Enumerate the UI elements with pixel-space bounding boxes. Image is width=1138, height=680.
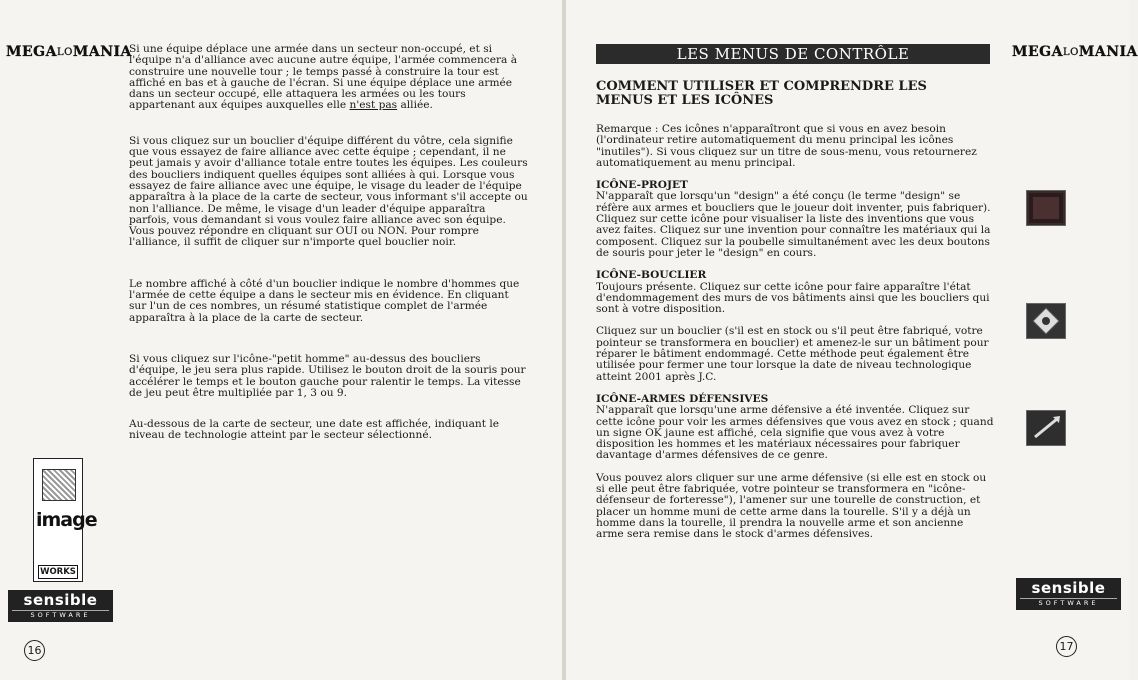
defensive-weapon-icon <box>1026 410 1066 446</box>
paragraph-remarque: Remarque : Ces icônes n'apparaîtront que si vous en avez besoin (l'ordinateur retire automatiquement du menu principal les icônes "inutiles"). Si vous cliquez sur un titre de sous-menu, vous retournerez automatiquement au menu principal. <box>596 123 977 169</box>
paragraph-alliance: Si vous cliquez sur un bouclier d'équipe différent du vôtre, cela signifie que vous essayez de faire alliance avec cette équipe ; cependant, il ne peut jamais y avoir d'alliance totale entre toutes les équipes. Les couleurs des boucliers indiquent quelles équipes sont alliées à qui. Lorsque vous essayez de faire alliance avec une équipe, le visage du leader de l'équipe apparaîtra à la place de la carte de secteur, vous informant s'il accepte ou non l'alliance. De même, le visage d'un leader d'équipe apparaîtra parfois, vous demandant si vous voulez faire alliance avec son équipe. Vous pouvez répondre en cliquant sur OUI ou NON. Pour rompre l'alliance, il suffit de cliquer sur n'importe quel bouclier noir. <box>129 134 528 249</box>
design-icon <box>1026 190 1066 226</box>
sensible-software-logo <box>8 590 113 622</box>
paragraph-shield-number: Le nombre affiché à côté d'un bouclier indique le nombre d'hommes que l'armée de cette équipe a dans le secteur mis en évidence. En cliquant sur l'un de ces nombres, un résumé statistique complet de l'armée apparaîtra à la place de la carte de secteur. <box>129 277 520 324</box>
paragraph-bouclier-2: Cliquez sur un bouclier (s'il est en stock ou s'il peut être fabriqué, votre pointeur se transformera en bouclier) et amenez-le sur un bâtiment pour réparer le bâtiment endommagé. Cette méthode peut également être utilisée pour fermer une tour lorsque la date de niveau technologique atteint 2001 après J.C. <box>596 325 989 383</box>
left-text-column <box>129 44 529 462</box>
image-works-logo <box>33 458 97 582</box>
paragraph-armes: N'apparaît que lorsqu'une arme défensive a été inventée. Cliquez sur cette icône pour voir les armes défensives que vous avez en stock ; quand un signe OK jaune est affiché, cela signifie que vous avez à votre disposition les hommes et les matériaux nécessaires pour fabriquer davantage d'armes défensives de ce genre. <box>596 404 994 462</box>
paragraph-armes-2: Vous pouvez alors cliquer sur une arme défensive (si elle est en stock ou si elle peut être fabriquée, votre pointeur se transformera en "icône-défenseur de forteresse"), l'amener sur une tourelle de construction, et placer un homme muni de cette arme dans la tourelle. S'il y a déjà un homme dans la tourelle, il prendra la nouvelle arme et son ancienne arme sera remise dans le stock d'armes défensives. <box>596 471 987 541</box>
heading-icone-projet: ICÔNE-PROJET <box>596 179 688 192</box>
section-banner: LES MENUS DE CONTRÔLE <box>596 44 990 64</box>
paragraph-speed: Si vous cliquez sur l'icône-"petit homme" au-dessus des boucliers d'équipe, le jeu sera plus rapide. Utilisez le bouton droit de la souris pour accélérer le temps et le bouton gauche pour ralentir le temps. La vitesse de jeu peut être multipliée par 1, 3 ou 9. <box>129 352 526 399</box>
sensible-label: sensible <box>1031 579 1106 597</box>
paragraph-army-move: Si une équipe déplace une armée dans un secteur non-occupé, et si l'équipe n'a d'alliance avec aucune autre équipe, l'armée commencera à construire une nouvelle tour ; le temps passé à construire la tour est affiché en bas et à gauche de l'écran. Si une équipe déplace une armée dans un secteur occupé, elle attaquera les armées ou les tours appartenant aux équipes auxquelles elle n'est pas alliée. <box>129 43 518 112</box>
shield-icon <box>1026 303 1066 339</box>
megalomania-logo: MEGALOMANIA <box>1012 44 1138 60</box>
image-works-emblem-icon <box>42 469 76 501</box>
heading-icone-bouclier: ICÔNE-BOUCLIER <box>596 269 707 282</box>
heading-icone-armes: ICÔNE-ARMES DÉFENSIVES <box>596 392 769 405</box>
paragraph-projet: N'apparaît que lorsqu'un "design" a été conçu (le terme "design" se réfère aux armes et boucliers que le joueur doit inventer, puis fabriquer). Cliquez sur cette icône pour visualiser la liste des inventions que vous avez faites. Cliquez sur une invention pour connaître les matériaux qui la composent. Cliquez sur la poubelle simultanément avec les deux boutons de souris pour jeter le "design" en cours. <box>596 190 991 259</box>
left-page <box>0 0 562 680</box>
software-label: SOFTWARE <box>12 610 109 620</box>
megalomania-logo: MEGALOMANIA <box>6 44 132 60</box>
image-works-text: image <box>36 509 97 531</box>
works-label: WORKS <box>38 565 78 579</box>
software-label: SOFTWARE <box>1020 598 1117 608</box>
sensible-software-logo <box>1016 578 1121 610</box>
sensible-label: sensible <box>23 591 98 609</box>
paragraph-date: Au-dessous de la carte de secteur, une date est affichée, indiquant le niveau de technologie atteint par le secteur sélectionné. <box>129 418 499 442</box>
page-number: 17 <box>1056 636 1077 657</box>
right-text-column <box>596 124 994 552</box>
page-heading: COMMENT UTILISER ET COMPRENDRE LES MENUS ET LES ICÔNES <box>596 79 927 108</box>
page-number: 16 <box>24 640 45 661</box>
paragraph-bouclier: Toujours présente. Cliquez sur cette icône pour faire apparaître l'état d'endommagement des murs de vos bâtiments ainsi que les boucliers qui sont à votre disposition. <box>596 280 990 316</box>
right-page <box>566 0 1138 680</box>
